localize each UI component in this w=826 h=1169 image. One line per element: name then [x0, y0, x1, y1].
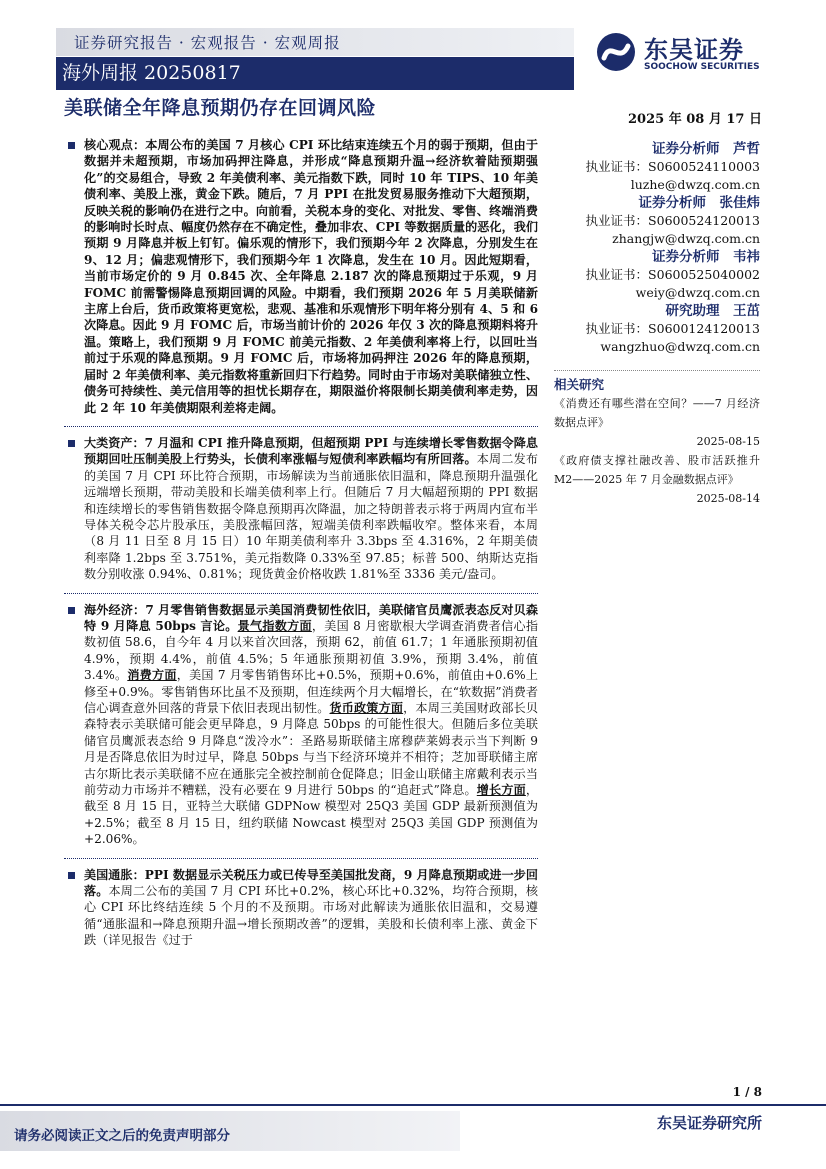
- sidebar: [554, 140, 760, 508]
- keyword-growth: 增长方面: [476, 783, 526, 798]
- section-lead: 大类资产：: [84, 435, 145, 450]
- analyst-cert: 执业证书：S0600524110003: [585, 159, 760, 174]
- page-number: 1 / 8: [732, 1085, 762, 1099]
- section-lead: 美国通胀：: [84, 867, 145, 882]
- analyst-block: [554, 302, 760, 356]
- related-research-date: 2025-08-15: [696, 435, 760, 448]
- related-research-heading: 相关研究: [554, 370, 760, 394]
- section-core-view: [64, 137, 538, 416]
- logo-name-cn: 东吴证券: [644, 36, 744, 64]
- section-lead-text: 7 月温和 CPI 推升降息预期，但超预期 PPI 与连续增长零售数据令降息预期回吐压制美股上行势头，长债利率涨幅与短债利率跌幅均有所回落。: [84, 435, 538, 467]
- keyword-monetary: 货币政策方面: [329, 701, 404, 715]
- section-body: 本周二发布的美国 7 月 CPI 环比符合预期，市场解读为当前通胀依旧温和，降息预期升温强化远端增长预期，带动美股和长端美债利率上行。但随后 7 月大幅超预期的 PPI 数据和连续增长的零售销售数据令降息预期再次降温，加之特朗普表示将于两周内宣布半导体关税令芯片股承压，美股涨幅回落，短端美债利率跌幅收窄。整体来看，本周（8 月 11 日至 8 月 15 日）10 年期美债利率升 3.3bps 至 4.316%，2 年期美债利率降 1.2bps 至 3.751%，美元指数降 0.33%至 97.85；标普 500、纳斯达克指数分别收涨 0.94%、0.81%；现货黄金价格收跌 1.81%至 3336 美元/盎司。: [84, 452, 538, 582]
- section-body: ，本周三美国财政部长贝森特表示美联储可能会更早降息，9 月降息 50bps 的可能性很大。但随后多位美联储官员鹰派表态给 9 月降息“泼冷水”：圣路易斯联储主席穆萨莱姆表示当下判断 9 月是否降息依旧为时过早，降息 50bps 与当下经济环境并不相符；芝加哥联储主席古尔斯比表示美联储不应在通胀完全被控制前仓促降息；旧金山联储主席戴利表示当前劳动力市场并不糟糕，没有必要在 9 月进行 50bps 的“追赶式”降息。: [84, 701, 538, 798]
- section-lead-text: 本周公布的美国 7 月核心 CPI 环比结束连续五个月的弱于预期，但由于数据并未超预期，市场加码押注降息，并形成“降息预期升温→经济软着陆预期强化”的交易组合，导致 2 年美债利率、美元指数下跌，同时 10 年 TIPS、10 年美债利率、美股上涨，黄金下跌。随后，7 月 PPI 在批发贸易服务推动下大超预期，反映关税的影响仍在进行之中。向前看，关税本身的变化、对批发、零售、终端消费的影响时长时点、幅度仍然存在不确定性，叠加非农、CPI 等数据质量的恶化，我们预期 9 月降息并板上钉钉。偏乐观的情形下，我们预期今年 2 次降息，分别发生在 9、12 月；偏悲观情形下，我们预期今年 1 次降息，发生在 10 月。因此短期看，当前市场定价的 9 月 0.845 次、全年降息 2.187 次的降息预期过于乐观，9 月 FOMC 前需警惕降息预期回调的风险。中期看，我们预期 2026 年 5 月美联储新主席上台后，货币政策将更宽松，悲观、基准和乐观情形下明年将分别有 4、5 和 6 次降息。因此 9 月 FOMC 后，市场当前计价的 2026 年仅 3 次的降息预期料将升温。策略上，我们预期 9 月 FOMC 前美元指数、2 年美债利率将上行，以回吐当前过于乐观的降息预期。9 月 FOMC 后，市场将加码押注 2026 年的降息预期，届时 2 年美债利率、美元指数将重新回归下行趋势。同时由于市场对美联储独立性、债务可持续性、美元信用等的担忧长期存在，期限溢价将限制长期美债利率走势，因此 2 年 10 年美债期限利差将走阔。: [84, 138, 538, 415]
- section-lead-text: PPI 数据显示关税压力或已传导至美国批发商，9 月降息预期或进一步回落。: [84, 867, 538, 899]
- section-body: ，截至 8 月 15 日，亚特兰大联储 GDPNow 模型对 25Q3 美国 GDP 最新预测值为+2.5%；截至 8 月 15 日，纽约联储 Nowcast 模型对 25Q3 美国 GDP 预测值为+2.06%。: [84, 783, 538, 847]
- analyst-email[interactable]: wangzhuo@dwzq.com.cn: [600, 339, 760, 354]
- section-lead: 海外经济：: [84, 602, 146, 617]
- section-us-inflation: [64, 867, 538, 949]
- analyst-email[interactable]: zhangjw@dwzq.com.cn: [612, 231, 760, 246]
- section-body: ，美国 8 月密歇根大学调查消费者信心指数初值 58.6，自今年 4 月以来首次回落，预期 62，前值 61.7；1 年通胀预期初值 4.9%，预期 4.4%，前值 4.5%；5 年通胀预期初值 3.9%，预期 3.4%，前值 3.4%。: [84, 618, 538, 683]
- section-body: 本周二公布的美国 7 月 CPI 环比+0.2%，核心环比+0.32%，均符合预期，核心 CPI 环比终结连续 5 个月的不及预期。市场对此解读为通胀依旧温和，交易遵循“通胀温和→降息预期升温→增长预期改善”的逻辑，美股和长债利率上涨、黄金下跌（详见报告《过于: [84, 884, 538, 948]
- related-research-item[interactable]: 《政府债支撑社融改善、股市活跃推升 M2——2025 年 7 月金融数据点评》: [554, 454, 760, 486]
- report-date: 2025 年 08 月 17 日: [628, 112, 762, 127]
- related-research-item[interactable]: 《消费还有哪些潜在空间？——7 月经济数据点评》: [554, 397, 760, 429]
- report-category: 证券研究报告 · 宏观报告 · 宏观周报: [74, 34, 341, 52]
- divider: [64, 426, 538, 428]
- analyst-cert: 执业证书：S0600124120013: [585, 321, 760, 336]
- keyword-sentiment: 景气指数方面: [237, 618, 312, 633]
- analyst-block: [554, 194, 760, 248]
- analyst-name: 研究助理 王茁: [665, 303, 760, 319]
- report-series-title: 海外周报 20250817: [56, 57, 574, 90]
- related-research-date: 2025-08-14: [696, 492, 760, 505]
- analyst-block: [554, 248, 760, 302]
- main-content: [64, 137, 538, 949]
- analyst-email[interactable]: weiy@dwzq.com.cn: [635, 285, 760, 300]
- divider: [64, 593, 538, 595]
- section-assets: [64, 435, 538, 583]
- disclaimer-note: 请务必阅读正文之后的免责声明部分: [14, 1128, 230, 1144]
- keyword-consumption: 消费方面: [127, 668, 177, 683]
- institute-name: 东吴证券研究所: [656, 1114, 762, 1132]
- section-lead-text: 7 月零售销售数据显示美国消费韧性依旧，美联储官员鹰派表态反对贝森特 9 月降息 50bps 言论。: [84, 602, 538, 633]
- analyst-name: 证券分析师 芦哲: [652, 141, 760, 157]
- analyst-cert: 执业证书：S0600524120013: [585, 213, 760, 228]
- section-body: ，美国 7 月零售销售环比+0.5%，预期+0.6%，前值由+0.6%上修至+0.9%。零售销售环比虽不及预期，但连续两个月大幅增长，在“软数据”消费者信心调查意外回落的背景下依旧表现出韧性。: [84, 668, 538, 715]
- analyst-cert: 执业证书：S0600525040002: [585, 267, 760, 282]
- analyst-name: 证券分析师 张佳炜: [638, 195, 760, 211]
- footer-rule: [0, 1104, 826, 1106]
- divider: [64, 858, 538, 860]
- analyst-block: [554, 140, 760, 194]
- section-lead: 核心观点：: [84, 138, 146, 152]
- logo-name-en: SOOCHOW SECURITIES: [644, 62, 760, 72]
- analyst-email[interactable]: luzhe@dwzq.com.cn: [630, 177, 760, 192]
- report-title: 美联储全年降息预期仍存在回调风险: [64, 97, 377, 119]
- section-overseas-economy: [64, 602, 538, 848]
- analyst-name: 证券分析师 韦祎: [652, 249, 760, 265]
